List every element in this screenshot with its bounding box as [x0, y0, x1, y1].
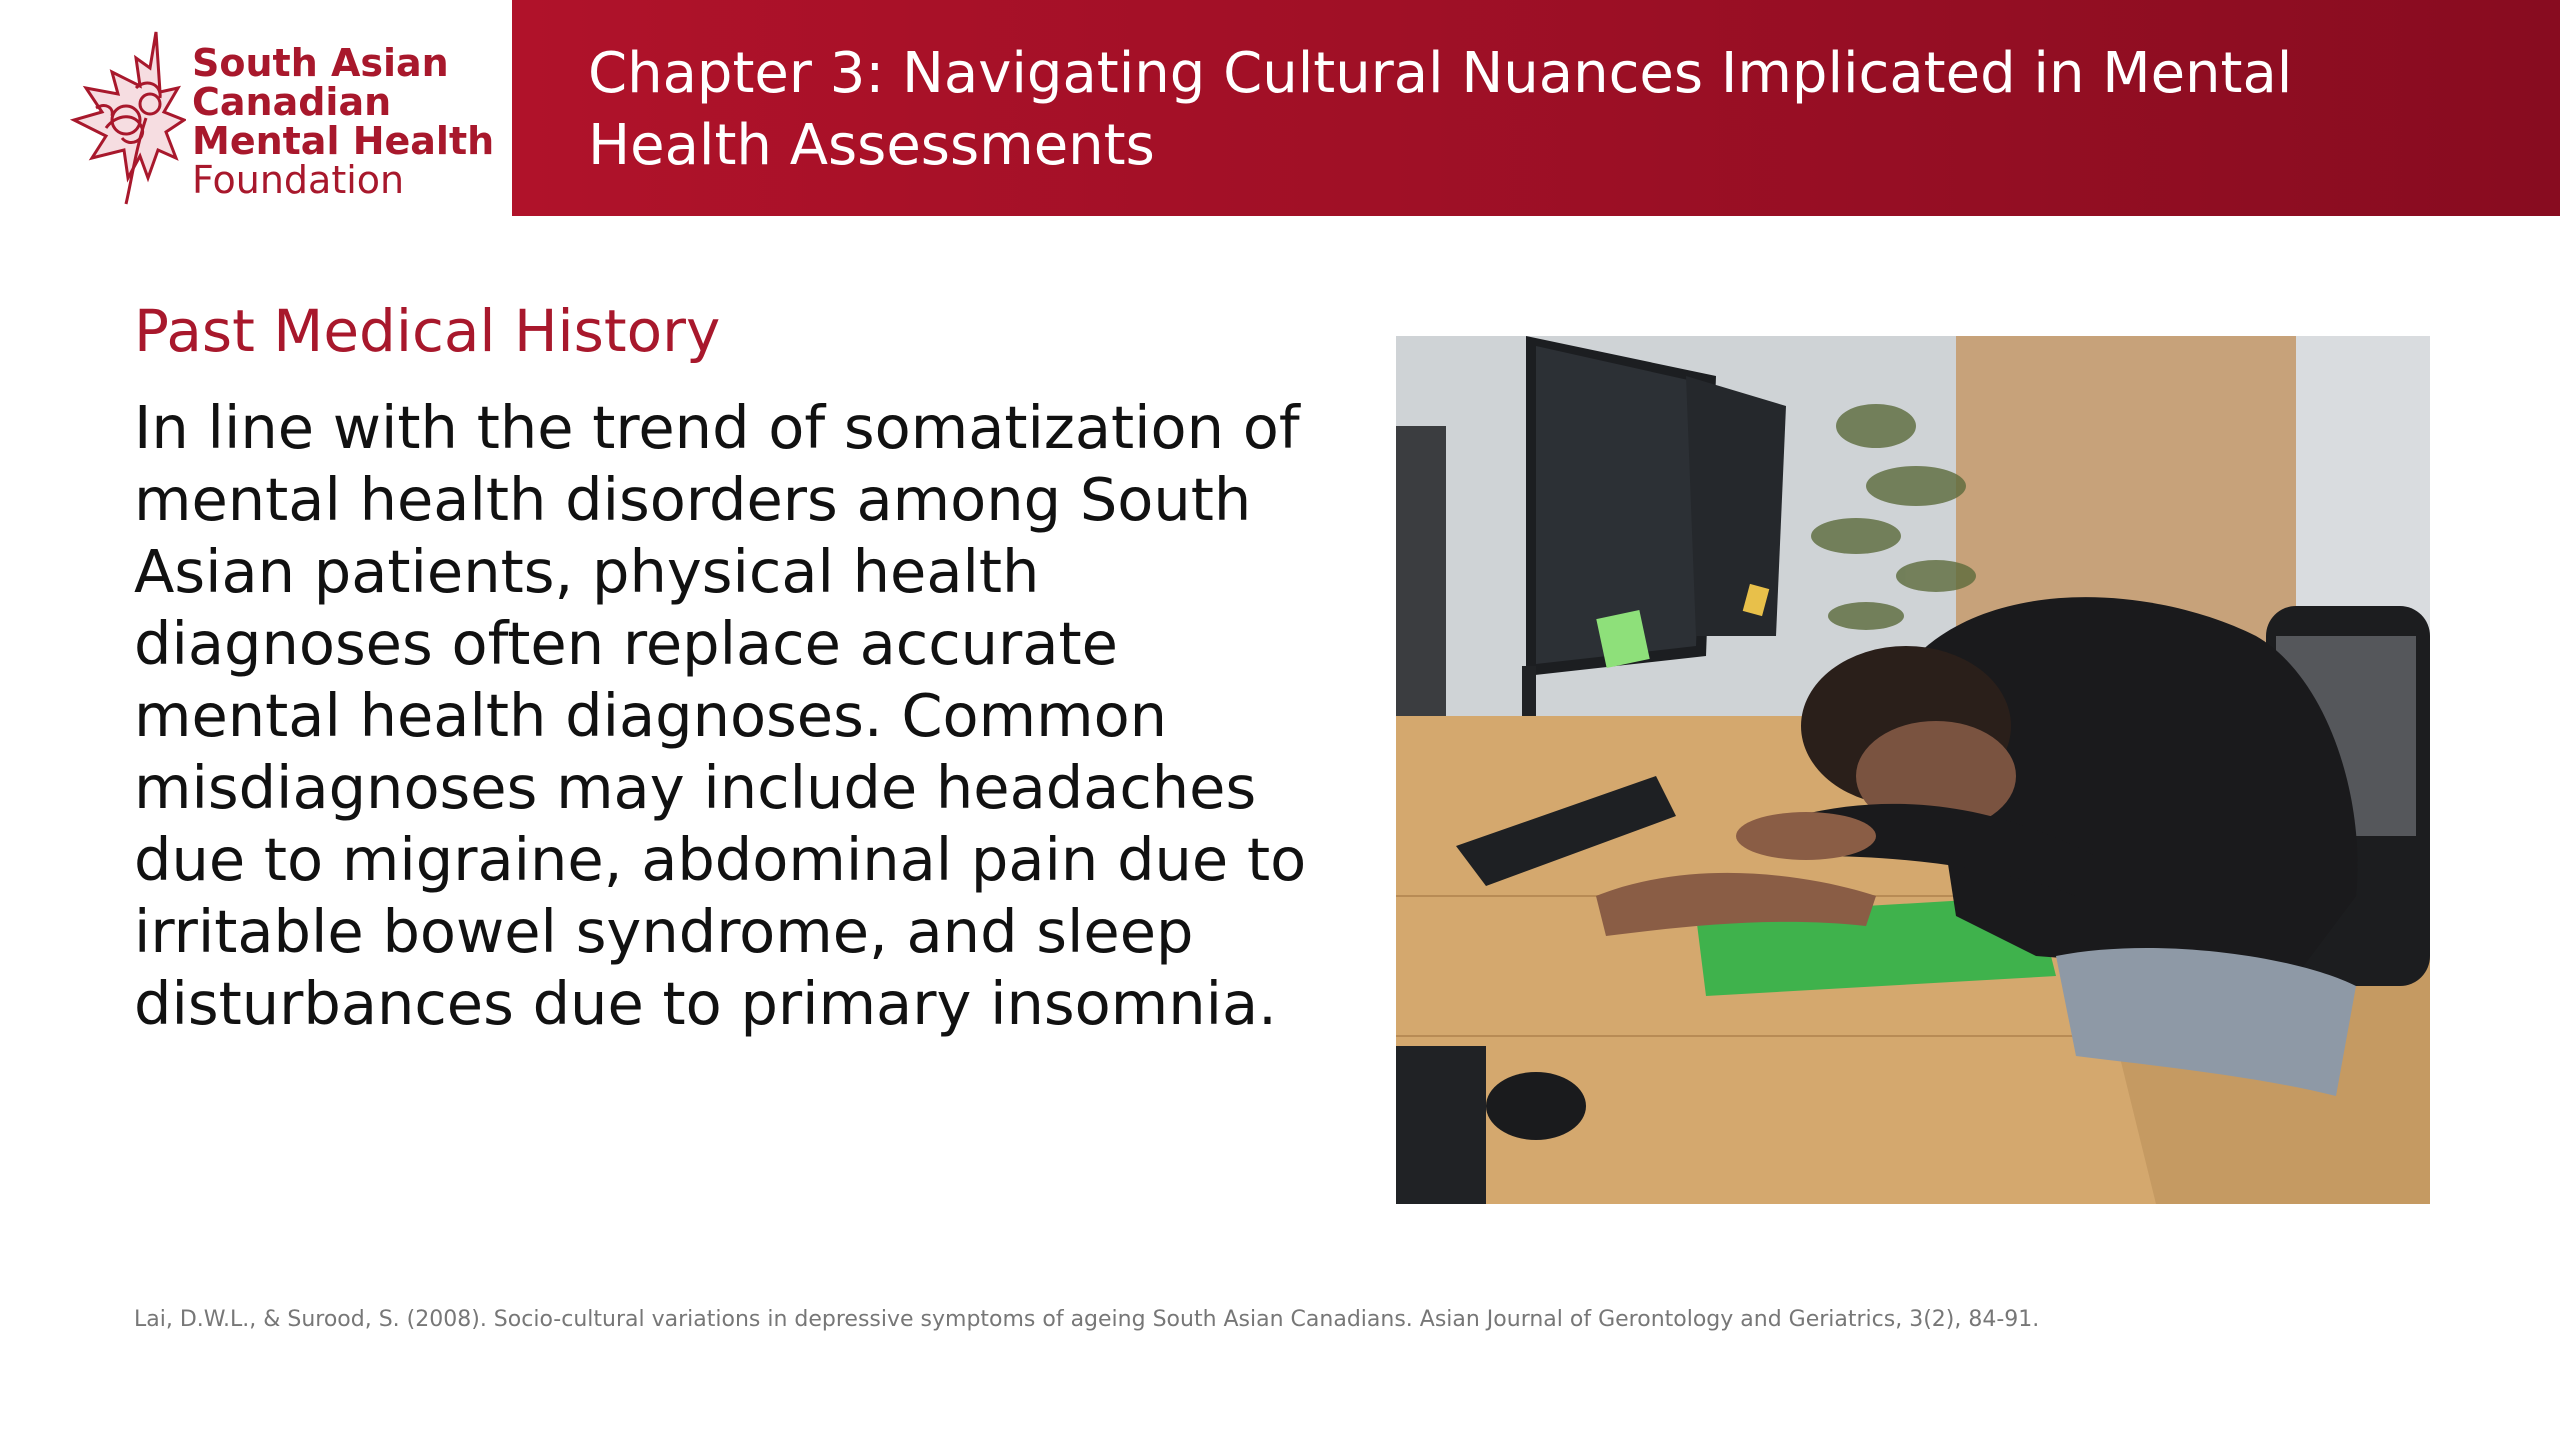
- section-title: Past Medical History: [134, 297, 721, 365]
- maple-leaf-logo-icon: [66, 28, 186, 214]
- man-asleep-at-desk-photo: [1396, 336, 2430, 1204]
- body-paragraph: In line with the trend of somatization of mental health disorders among South Asian patients, physical health diagnoses often replace accurate mental health diagnoses. Common misdiagnoses may include headaches due to migraine, abdominal pain due to irritable bowel syndrome, and sleep disturbances due to primary insomnia.: [134, 393, 1307, 1038]
- brand-line-1: South Asian: [192, 41, 449, 85]
- brand-line-4: Foundation: [192, 158, 405, 202]
- brand-name: [192, 41, 495, 202]
- brand-line-3: Mental Health: [192, 119, 495, 163]
- brand-line-2: Canadian: [192, 80, 392, 124]
- brand-logo: [0, 0, 512, 216]
- citation: Lai, D.W.L., & Surood, S. (2008). Socio-cultural variations in depressive symptoms of ageing South Asian Canadians. Asian Journal of Gerontology and Geriatrics, 3(2), 84-91.: [134, 1307, 2040, 1332]
- chapter-title: Chapter 3: Navigating Cultural Nuances Implicated in Mental Health Assessments: [588, 41, 2293, 178]
